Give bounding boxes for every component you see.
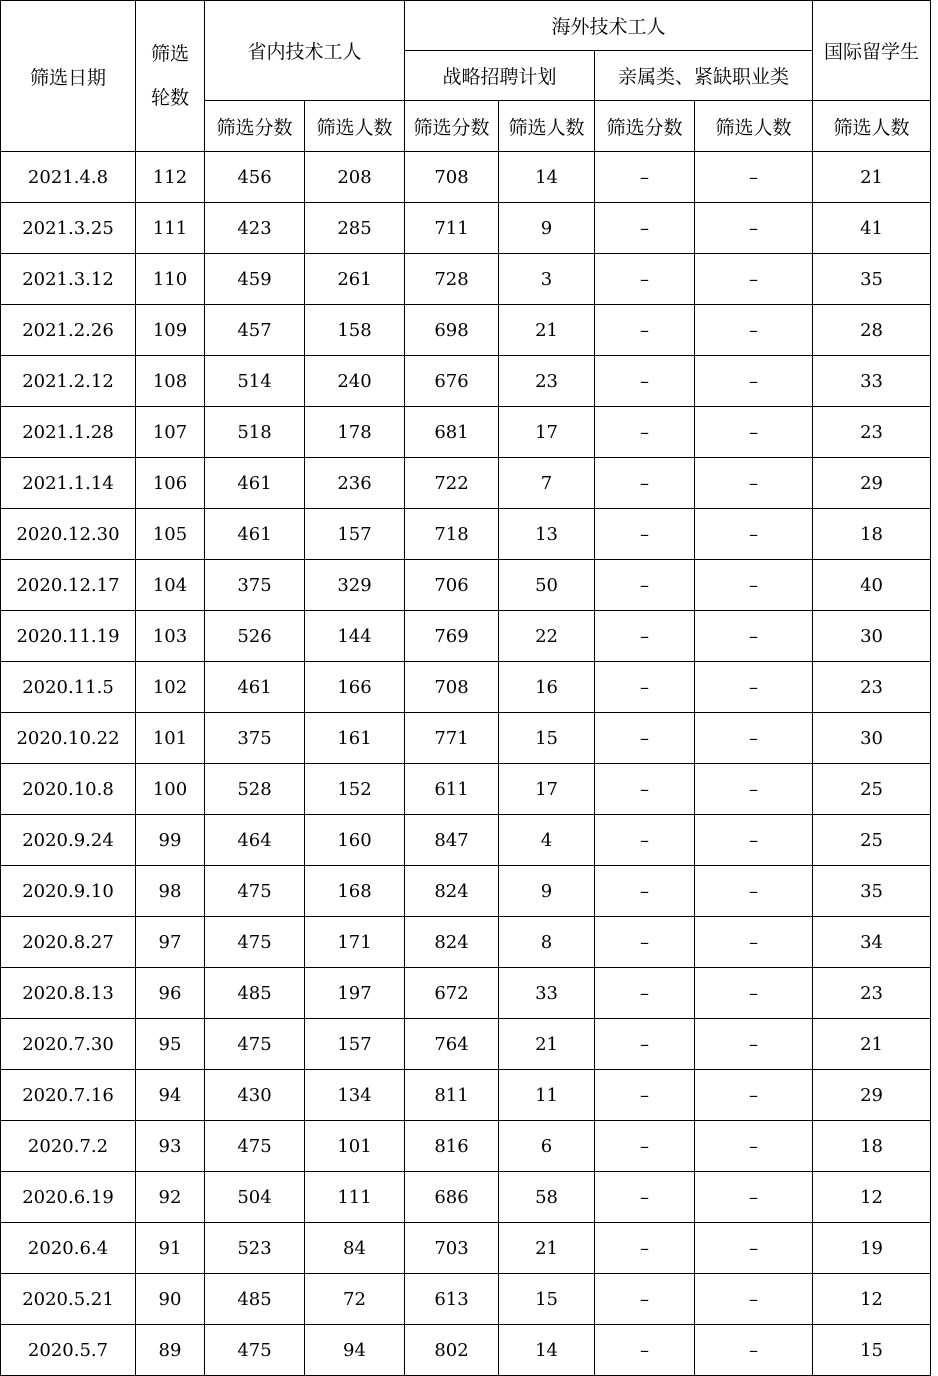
header-domestic-count: 筛选人数: [305, 101, 405, 152]
cell-round: 112: [136, 152, 205, 203]
cell-domestic-count: 158: [305, 305, 405, 356]
cell-round: 96: [136, 968, 205, 1019]
table-row: [1, 611, 931, 662]
cell-round: 105: [136, 509, 205, 560]
cell-intl-count: 18: [813, 1121, 931, 1172]
cell-round: 103: [136, 611, 205, 662]
cell-strategic-count: 21: [499, 1223, 595, 1274]
cell-strategic-score: 686: [405, 1172, 499, 1223]
cell-round: 89: [136, 1325, 205, 1376]
cell-strategic-count: 33: [499, 968, 595, 1019]
cell-strategic-score: 672: [405, 968, 499, 1019]
cell-strategic-count: 14: [499, 152, 595, 203]
table-row: [1, 1019, 931, 1070]
cell-intl-count: 35: [813, 254, 931, 305]
cell-domestic-score: 459: [205, 254, 305, 305]
cell-strategic-score: 681: [405, 407, 499, 458]
cell-intl-count: 29: [813, 1070, 931, 1121]
cell-family-count: –: [695, 917, 813, 968]
cell-domestic-score: 456: [205, 152, 305, 203]
cell-family-count: –: [695, 866, 813, 917]
cell-strategic-score: 706: [405, 560, 499, 611]
cell-round: 95: [136, 1019, 205, 1070]
cell-round: 98: [136, 866, 205, 917]
cell-domestic-count: 72: [305, 1274, 405, 1325]
cell-domestic-score: 523: [205, 1223, 305, 1274]
cell-domestic-score: 475: [205, 1121, 305, 1172]
header-intl-count: 筛选人数: [813, 101, 931, 152]
cell-date: 2020.12.17: [1, 560, 136, 611]
cell-strategic-score: 698: [405, 305, 499, 356]
cell-domestic-score: 528: [205, 764, 305, 815]
cell-round: 109: [136, 305, 205, 356]
cell-strategic-count: 22: [499, 611, 595, 662]
cell-date: 2020.10.22: [1, 713, 136, 764]
cell-date: 2021.2.26: [1, 305, 136, 356]
cell-date: 2020.6.4: [1, 1223, 136, 1274]
cell-domestic-count: 84: [305, 1223, 405, 1274]
cell-date: 2020.9.24: [1, 815, 136, 866]
cell-family-count: –: [695, 509, 813, 560]
cell-family-score: –: [595, 152, 695, 203]
cell-strategic-count: 21: [499, 1019, 595, 1070]
cell-domestic-score: 375: [205, 713, 305, 764]
header-strategic-count: 筛选人数: [499, 101, 595, 152]
cell-family-score: –: [595, 1121, 695, 1172]
cell-family-score: –: [595, 1172, 695, 1223]
cell-strategic-score: 847: [405, 815, 499, 866]
cell-strategic-score: 611: [405, 764, 499, 815]
cell-strategic-count: 15: [499, 1274, 595, 1325]
cell-strategic-score: 816: [405, 1121, 499, 1172]
table-row: [1, 713, 931, 764]
cell-domestic-score: 375: [205, 560, 305, 611]
cell-date: 2020.8.27: [1, 917, 136, 968]
cell-date: 2021.2.12: [1, 356, 136, 407]
cell-date: 2020.7.16: [1, 1070, 136, 1121]
cell-strategic-count: 23: [499, 356, 595, 407]
cell-family-score: –: [595, 560, 695, 611]
table-row: [1, 407, 931, 458]
cell-family-count: –: [695, 1325, 813, 1376]
cell-family-score: –: [595, 1070, 695, 1121]
cell-intl-count: 33: [813, 356, 931, 407]
cell-strategic-count: 17: [499, 407, 595, 458]
cell-round: 92: [136, 1172, 205, 1223]
cell-domestic-count: 144: [305, 611, 405, 662]
cell-domestic-count: 178: [305, 407, 405, 458]
cell-date: 2020.7.30: [1, 1019, 136, 1070]
cell-domestic-score: 518: [205, 407, 305, 458]
cell-domestic-count: 168: [305, 866, 405, 917]
cell-date: 2021.1.14: [1, 458, 136, 509]
header-intl-students: 国际留学生: [813, 1, 931, 101]
table-row: [1, 254, 931, 305]
cell-round: 93: [136, 1121, 205, 1172]
cell-domestic-count: 240: [305, 356, 405, 407]
cell-family-count: –: [695, 305, 813, 356]
cell-domestic-score: 485: [205, 1274, 305, 1325]
table-row: [1, 968, 931, 1019]
cell-round: 101: [136, 713, 205, 764]
cell-domestic-score: 485: [205, 968, 305, 1019]
cell-round: 104: [136, 560, 205, 611]
cell-domestic-score: 464: [205, 815, 305, 866]
cell-family-score: –: [595, 1274, 695, 1325]
table-row: [1, 1223, 931, 1274]
cell-round: 106: [136, 458, 205, 509]
cell-intl-count: 41: [813, 203, 931, 254]
cell-family-count: –: [695, 1121, 813, 1172]
cell-date: 2021.3.12: [1, 254, 136, 305]
cell-intl-count: 25: [813, 764, 931, 815]
cell-family-score: –: [595, 458, 695, 509]
table-row: [1, 1070, 931, 1121]
cell-strategic-score: 703: [405, 1223, 499, 1274]
cell-round: 97: [136, 917, 205, 968]
cell-domestic-score: 423: [205, 203, 305, 254]
cell-date: 2020.6.19: [1, 1172, 136, 1223]
cell-strategic-count: 17: [499, 764, 595, 815]
cell-domestic-score: 526: [205, 611, 305, 662]
cell-strategic-count: 4: [499, 815, 595, 866]
cell-domestic-score: 461: [205, 509, 305, 560]
cell-intl-count: 23: [813, 662, 931, 713]
cell-intl-count: 21: [813, 1019, 931, 1070]
cell-strategic-score: 811: [405, 1070, 499, 1121]
cell-intl-count: 25: [813, 815, 931, 866]
cell-domestic-count: 161: [305, 713, 405, 764]
cell-strategic-count: 8: [499, 917, 595, 968]
cell-round: 94: [136, 1070, 205, 1121]
table-row: [1, 815, 931, 866]
cell-strategic-score: 711: [405, 203, 499, 254]
cell-domestic-score: 457: [205, 305, 305, 356]
cell-family-count: –: [695, 458, 813, 509]
cell-family-score: –: [595, 662, 695, 713]
cell-intl-count: 21: [813, 152, 931, 203]
cell-strategic-count: 50: [499, 560, 595, 611]
cell-round: 108: [136, 356, 205, 407]
cell-family-count: –: [695, 611, 813, 662]
cell-family-score: –: [595, 254, 695, 305]
cell-strategic-score: 824: [405, 866, 499, 917]
cell-domestic-count: 236: [305, 458, 405, 509]
cell-date: 2020.9.10: [1, 866, 136, 917]
table-row: [1, 917, 931, 968]
cell-intl-count: 30: [813, 713, 931, 764]
cell-strategic-count: 16: [499, 662, 595, 713]
cell-date: 2020.5.21: [1, 1274, 136, 1325]
cell-family-count: –: [695, 662, 813, 713]
cell-round: 100: [136, 764, 205, 815]
cell-family-score: –: [595, 713, 695, 764]
table-row: [1, 560, 931, 611]
cell-family-count: –: [695, 1274, 813, 1325]
cell-domestic-count: 166: [305, 662, 405, 713]
cell-domestic-score: 475: [205, 1325, 305, 1376]
cell-intl-count: 30: [813, 611, 931, 662]
cell-intl-count: 29: [813, 458, 931, 509]
cell-family-score: –: [595, 866, 695, 917]
cell-family-count: –: [695, 1070, 813, 1121]
table-row: [1, 1172, 931, 1223]
cell-domestic-count: 285: [305, 203, 405, 254]
table-row: [1, 509, 931, 560]
cell-domestic-count: 329: [305, 560, 405, 611]
cell-date: 2020.12.30: [1, 509, 136, 560]
cell-date: 2021.1.28: [1, 407, 136, 458]
table-body: [1, 152, 931, 1376]
cell-family-score: –: [595, 815, 695, 866]
cell-domestic-count: 111: [305, 1172, 405, 1223]
cell-strategic-score: 708: [405, 152, 499, 203]
cell-intl-count: 12: [813, 1172, 931, 1223]
cell-domestic-score: 475: [205, 866, 305, 917]
cell-date: 2020.5.7: [1, 1325, 136, 1376]
cell-intl-count: 19: [813, 1223, 931, 1274]
cell-domestic-score: 461: [205, 662, 305, 713]
header-strategic-score: 筛选分数: [405, 101, 499, 152]
cell-domestic-count: 157: [305, 1019, 405, 1070]
cell-date: 2020.11.5: [1, 662, 136, 713]
cell-date: 2020.7.2: [1, 1121, 136, 1172]
cell-domestic-count: 160: [305, 815, 405, 866]
cell-strategic-count: 9: [499, 203, 595, 254]
table-row: [1, 1325, 931, 1376]
table-row: [1, 764, 931, 815]
cell-date: 2021.4.8: [1, 152, 136, 203]
cell-strategic-count: 15: [499, 713, 595, 764]
cell-domestic-score: 461: [205, 458, 305, 509]
header-round-bottom: 轮数: [150, 87, 189, 109]
cell-strategic-count: 6: [499, 1121, 595, 1172]
cell-round: 110: [136, 254, 205, 305]
cell-family-score: –: [595, 203, 695, 254]
cell-family-score: –: [595, 917, 695, 968]
cell-family-score: –: [595, 1019, 695, 1070]
cell-strategic-score: 824: [405, 917, 499, 968]
table-row: [1, 662, 931, 713]
cell-intl-count: 28: [813, 305, 931, 356]
table-row: [1, 866, 931, 917]
cell-strategic-score: 769: [405, 611, 499, 662]
cell-strategic-score: 676: [405, 356, 499, 407]
cell-strategic-score: 764: [405, 1019, 499, 1070]
cell-intl-count: 34: [813, 917, 931, 968]
header-round: [136, 1, 205, 152]
cell-family-score: –: [595, 611, 695, 662]
cell-strategic-score: 718: [405, 509, 499, 560]
cell-strategic-count: 11: [499, 1070, 595, 1121]
cell-family-count: –: [695, 1019, 813, 1070]
table-row: [1, 356, 931, 407]
cell-family-count: –: [695, 1172, 813, 1223]
cell-strategic-count: 14: [499, 1325, 595, 1376]
cell-intl-count: 12: [813, 1274, 931, 1325]
header-round-top: 筛选: [150, 43, 189, 65]
cell-strategic-score: 728: [405, 254, 499, 305]
cell-strategic-score: 722: [405, 458, 499, 509]
cell-domestic-score: 514: [205, 356, 305, 407]
cell-family-count: –: [695, 254, 813, 305]
header-domestic: 省内技术工人: [205, 1, 405, 101]
cell-family-count: –: [695, 356, 813, 407]
cell-domestic-count: 157: [305, 509, 405, 560]
cell-domestic-count: 134: [305, 1070, 405, 1121]
cell-strategic-score: 708: [405, 662, 499, 713]
cell-family-score: –: [595, 1325, 695, 1376]
cell-round: 99: [136, 815, 205, 866]
cell-round: 102: [136, 662, 205, 713]
cell-strategic-count: 7: [499, 458, 595, 509]
cell-family-count: –: [695, 407, 813, 458]
cell-domestic-count: 94: [305, 1325, 405, 1376]
cell-family-count: –: [695, 764, 813, 815]
cell-family-count: –: [695, 152, 813, 203]
cell-family-count: –: [695, 203, 813, 254]
cell-round: 90: [136, 1274, 205, 1325]
cell-family-count: –: [695, 713, 813, 764]
cell-domestic-count: 171: [305, 917, 405, 968]
cell-date: 2021.3.25: [1, 203, 136, 254]
cell-family-score: –: [595, 509, 695, 560]
table-row: [1, 1121, 931, 1172]
cell-family-score: –: [595, 764, 695, 815]
cell-domestic-score: 475: [205, 917, 305, 968]
table-row: [1, 152, 931, 203]
cell-family-count: –: [695, 815, 813, 866]
cell-intl-count: 18: [813, 509, 931, 560]
cell-intl-count: 23: [813, 968, 931, 1019]
table-row: [1, 1274, 931, 1325]
cell-strategic-count: 21: [499, 305, 595, 356]
header-date: 筛选日期: [1, 1, 136, 152]
cell-family-score: –: [595, 968, 695, 1019]
cell-domestic-score: 504: [205, 1172, 305, 1223]
cell-strategic-count: 9: [499, 866, 595, 917]
header-overseas: 海外技术工人: [405, 1, 813, 51]
header-family-count: 筛选人数: [695, 101, 813, 152]
header-family-score: 筛选分数: [595, 101, 695, 152]
cell-intl-count: 35: [813, 866, 931, 917]
table-header: [1, 1, 931, 152]
cell-date: 2020.11.19: [1, 611, 136, 662]
header-overseas-strategic: 战略招聘计划: [405, 51, 595, 101]
header-overseas-family: 亲属类、紧缺职业类: [595, 51, 813, 101]
cell-date: 2020.8.13: [1, 968, 136, 1019]
cell-domestic-score: 475: [205, 1019, 305, 1070]
cell-family-score: –: [595, 305, 695, 356]
cell-strategic-count: 3: [499, 254, 595, 305]
cell-intl-count: 23: [813, 407, 931, 458]
cell-family-count: –: [695, 968, 813, 1019]
cell-strategic-score: 771: [405, 713, 499, 764]
cell-date: 2020.10.8: [1, 764, 136, 815]
cell-family-score: –: [595, 407, 695, 458]
cell-round: 107: [136, 407, 205, 458]
cell-family-count: –: [695, 560, 813, 611]
cell-domestic-count: 197: [305, 968, 405, 1019]
cell-family-score: –: [595, 1223, 695, 1274]
header-domestic-score: 筛选分数: [205, 101, 305, 152]
cell-round: 91: [136, 1223, 205, 1274]
cell-domestic-score: 430: [205, 1070, 305, 1121]
cell-family-score: –: [595, 356, 695, 407]
cell-family-count: –: [695, 1223, 813, 1274]
table-row: [1, 203, 931, 254]
table-row: [1, 305, 931, 356]
cell-strategic-count: 13: [499, 509, 595, 560]
cell-domestic-count: 208: [305, 152, 405, 203]
cell-strategic-score: 802: [405, 1325, 499, 1376]
cell-domestic-count: 261: [305, 254, 405, 305]
cell-intl-count: 40: [813, 560, 931, 611]
cell-intl-count: 15: [813, 1325, 931, 1376]
cell-strategic-score: 613: [405, 1274, 499, 1325]
cell-round: 111: [136, 203, 205, 254]
cell-strategic-count: 58: [499, 1172, 595, 1223]
cell-domestic-count: 152: [305, 764, 405, 815]
table-row: [1, 458, 931, 509]
cell-domestic-count: 101: [305, 1121, 405, 1172]
